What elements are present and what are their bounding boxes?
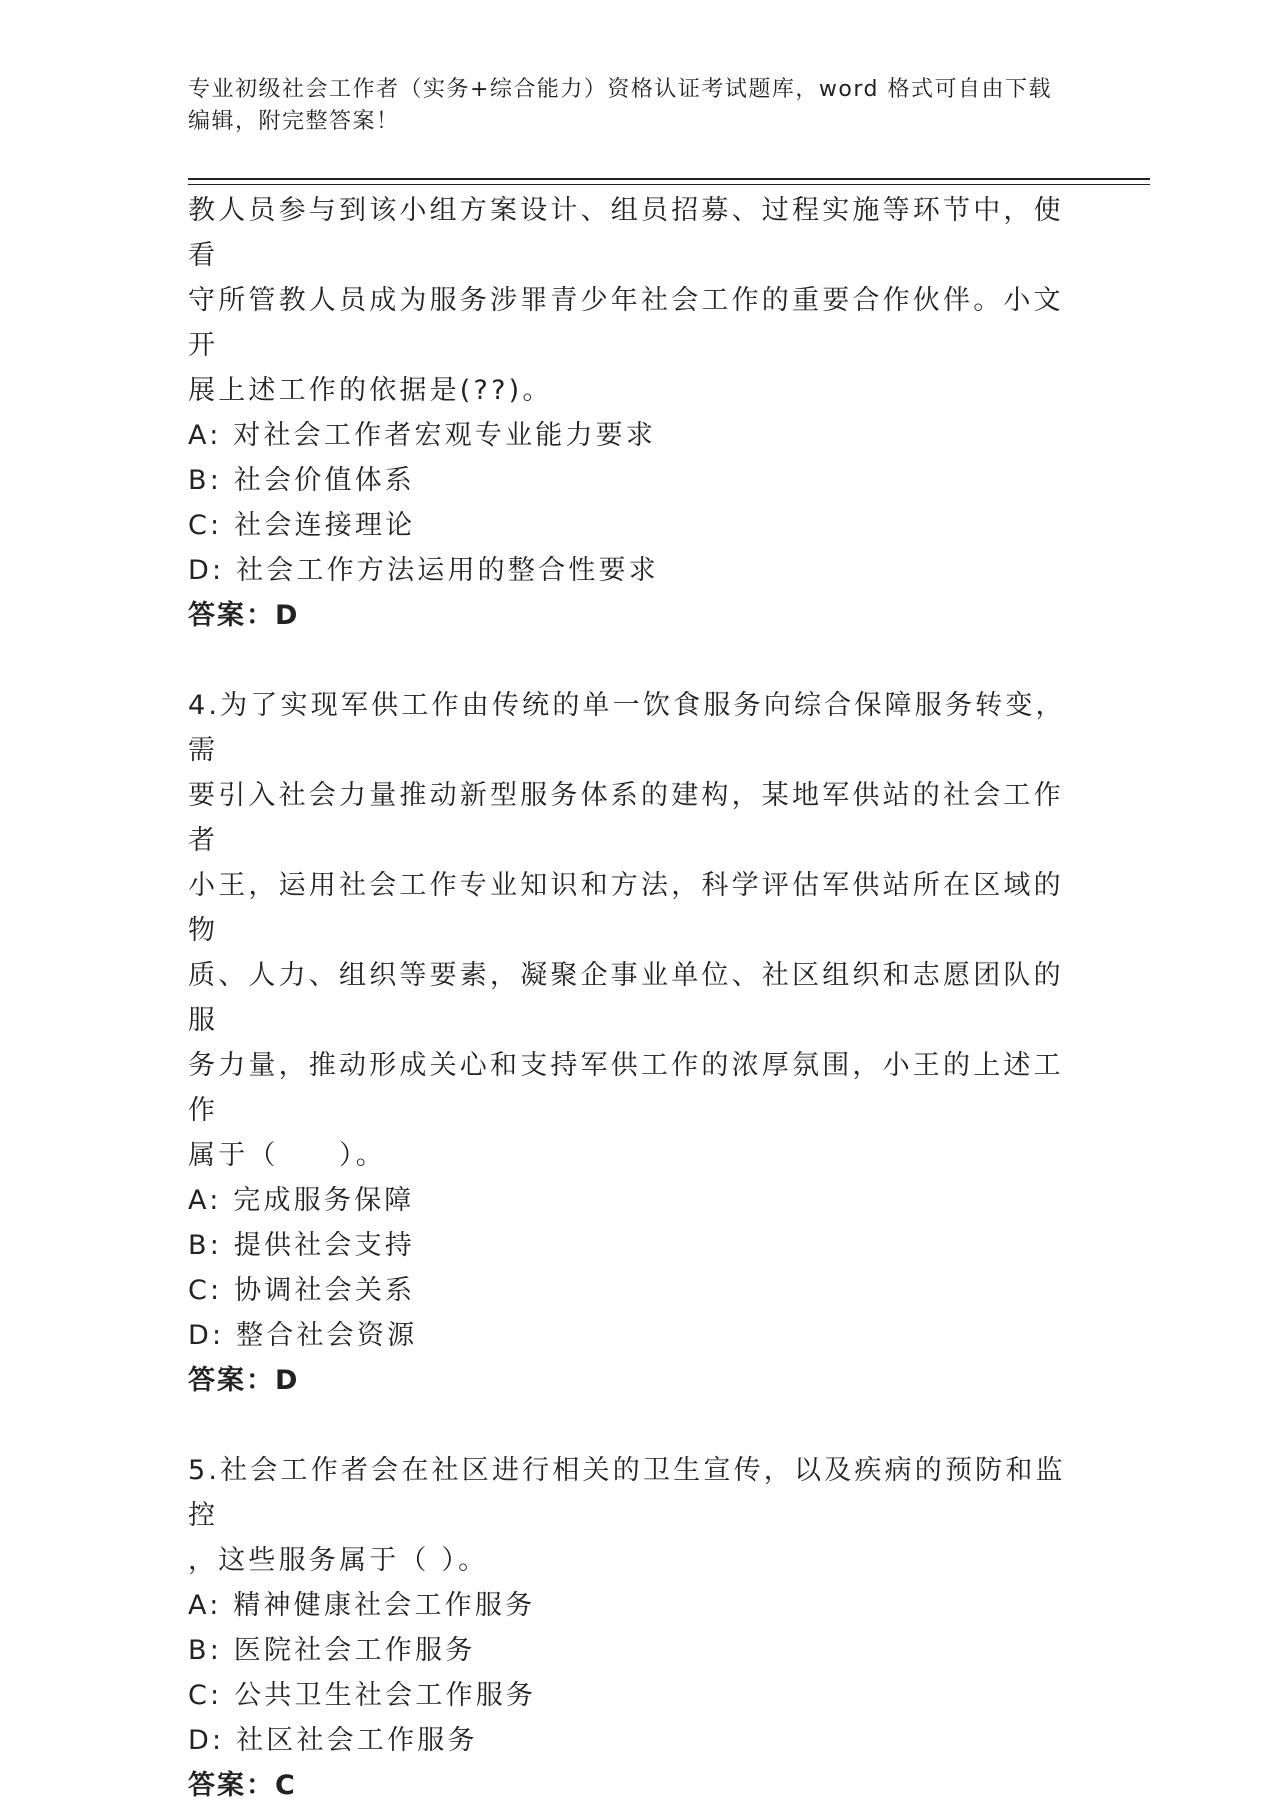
question-3-stem-line: 展上述工作的依据是(??)。	[188, 375, 553, 406]
question-3-stem-line: 守所管教人员成为服务涉罪青少年社会工作的重要合作伙伴。小文开	[188, 285, 1064, 361]
question-4-stem-line: 小王，运用社会工作专业知识和方法，科学评估军供站所在区域的物	[188, 870, 1064, 946]
header-line-2: 编辑，附完整答案！	[188, 109, 400, 134]
question-5-option-b: B: 医院社会工作服务	[188, 1635, 476, 1666]
question-3-option-d: D: 社会工作方法运用的整合性要求	[188, 555, 659, 586]
question-3-answer: 答案：D	[188, 600, 300, 631]
question-4-stem-line: 属于（ ）。	[188, 1140, 386, 1171]
question-4-option-c: C: 协调社会关系	[188, 1275, 416, 1306]
spacer	[188, 1403, 1068, 1448]
question-5-stem-line: 5.社会工作者会在社区进行相关的卫生宣传，以及疾病的预防和监控	[188, 1455, 1066, 1531]
question-4-option-d: D: 整合社会资源	[188, 1320, 418, 1351]
question-3	[188, 188, 1068, 638]
page-header	[188, 74, 1088, 138]
spacer	[188, 638, 1068, 683]
question-4-stem-line: 4.为了实现军供工作由传统的单一饮食服务向综合保障服务转变，需	[188, 690, 1066, 766]
question-4-stem-line: 要引入社会力量推动新型服务体系的建构，某地军供站的社会工作者	[188, 780, 1064, 856]
question-5-stem-line: ，这些服务属于（ ）。	[188, 1545, 489, 1576]
question-5-option-a: A: 精神健康社会工作服务	[188, 1590, 536, 1621]
question-5-answer: 答案：C	[188, 1770, 297, 1801]
question-list	[188, 188, 1068, 1808]
question-4-stem-line: 务力量，推动形成关心和支持军供工作的浓厚氛围，小王的上述工作	[188, 1050, 1064, 1126]
question-3-option-c: C: 社会连接理论	[188, 510, 416, 541]
question-5	[188, 1448, 1068, 1808]
header-divider-thick	[188, 178, 1150, 180]
question-5-option-d: D: 社区社会工作服务	[188, 1725, 478, 1756]
question-4-answer: 答案：D	[188, 1365, 300, 1396]
question-4-option-a: A: 完成服务保障	[188, 1185, 415, 1216]
question-5-option-c: C: 公共卫生社会工作服务	[188, 1680, 537, 1711]
question-3-option-a: A: 对社会工作者宏观专业能力要求	[188, 420, 657, 451]
question-4-option-b: B: 提供社会支持	[188, 1230, 416, 1261]
header-divider-thin	[188, 184, 1150, 185]
question-4-stem-line: 质、人力、组织等要素，凝聚企事业单位、社区组织和志愿团队的服	[188, 960, 1064, 1036]
question-4	[188, 683, 1068, 1403]
question-3-stem-line: 教人员参与到该小组方案设计、组员招募、过程实施等环节中，使看	[188, 195, 1064, 271]
header-line-1: 专业初级社会工作者（实务+综合能力）资格认证考试题库，word 格式可自由下载	[188, 77, 1053, 102]
question-3-option-b: B: 社会价值体系	[188, 465, 416, 496]
